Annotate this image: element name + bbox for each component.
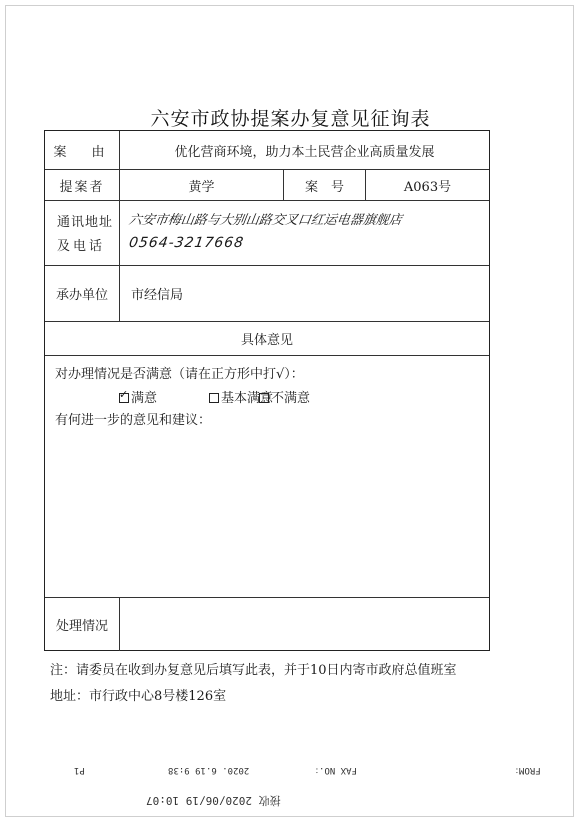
option-basically-satisfied-label: 基本满意: [221, 391, 274, 406]
option-not-satisfied-label: 不满意: [271, 391, 311, 406]
contact-label-line2: 及电话: [57, 239, 106, 254]
case-label: 案 由: [53, 144, 111, 160]
row-divider: [45, 355, 489, 356]
office-address: 地址：市行政中心8号楼126室: [50, 689, 227, 704]
handler-label: 承办单位: [55, 288, 108, 303]
checkbox-satisfied[interactable]: [119, 393, 129, 403]
fax-datetime: 2020. 6.19 9:38: [168, 765, 250, 775]
footnote: 注：请委员在收到办复意见后填写此表，并于10日内寄市政府总值班室: [50, 663, 457, 678]
checkbox-basically-satisfied[interactable]: [209, 393, 219, 403]
fax-received: 接收 2020/06/19 10:07: [146, 794, 281, 807]
case-number-value: A063号: [403, 179, 452, 195]
form-title: 六安市政协提案办复意见征询表: [150, 108, 431, 130]
form-table: [44, 130, 490, 651]
proposer-value: 黄学: [188, 179, 215, 195]
option-satisfied[interactable]: [119, 387, 157, 406]
option-not-satisfied[interactable]: [259, 387, 310, 406]
opinion-header: 具体意见: [240, 333, 293, 348]
further-question: 有何进一步的意见和建议：: [55, 413, 212, 428]
case-value: 优化营商环境，助力本土民营企业高质量发展: [174, 144, 435, 160]
handler-value: 市经信局: [131, 288, 184, 303]
contact-label-line1: 通讯地址: [57, 215, 114, 230]
option-satisfied-label: 满意: [131, 391, 158, 406]
fax-page: P1: [74, 765, 85, 775]
checkbox-not-satisfied[interactable]: [259, 393, 269, 403]
case-number-label: 案 号: [304, 179, 344, 195]
processing-label: 处理情况: [55, 619, 108, 634]
proposer-label: 提案者: [59, 179, 105, 195]
fax-from: FROM：: [510, 765, 541, 775]
satisfaction-question: 对办理情况是否满意（请在正方形中打√）：: [55, 367, 304, 382]
processing-field[interactable]: [120, 598, 489, 651]
row-divider: [45, 200, 489, 201]
contact-address: 六安市梅山路与大别山路交叉口红运电器旗舰店: [127, 213, 403, 228]
contact-phone: 0564-3217668: [127, 235, 246, 251]
fax-number: FAX NO.：: [310, 765, 357, 775]
